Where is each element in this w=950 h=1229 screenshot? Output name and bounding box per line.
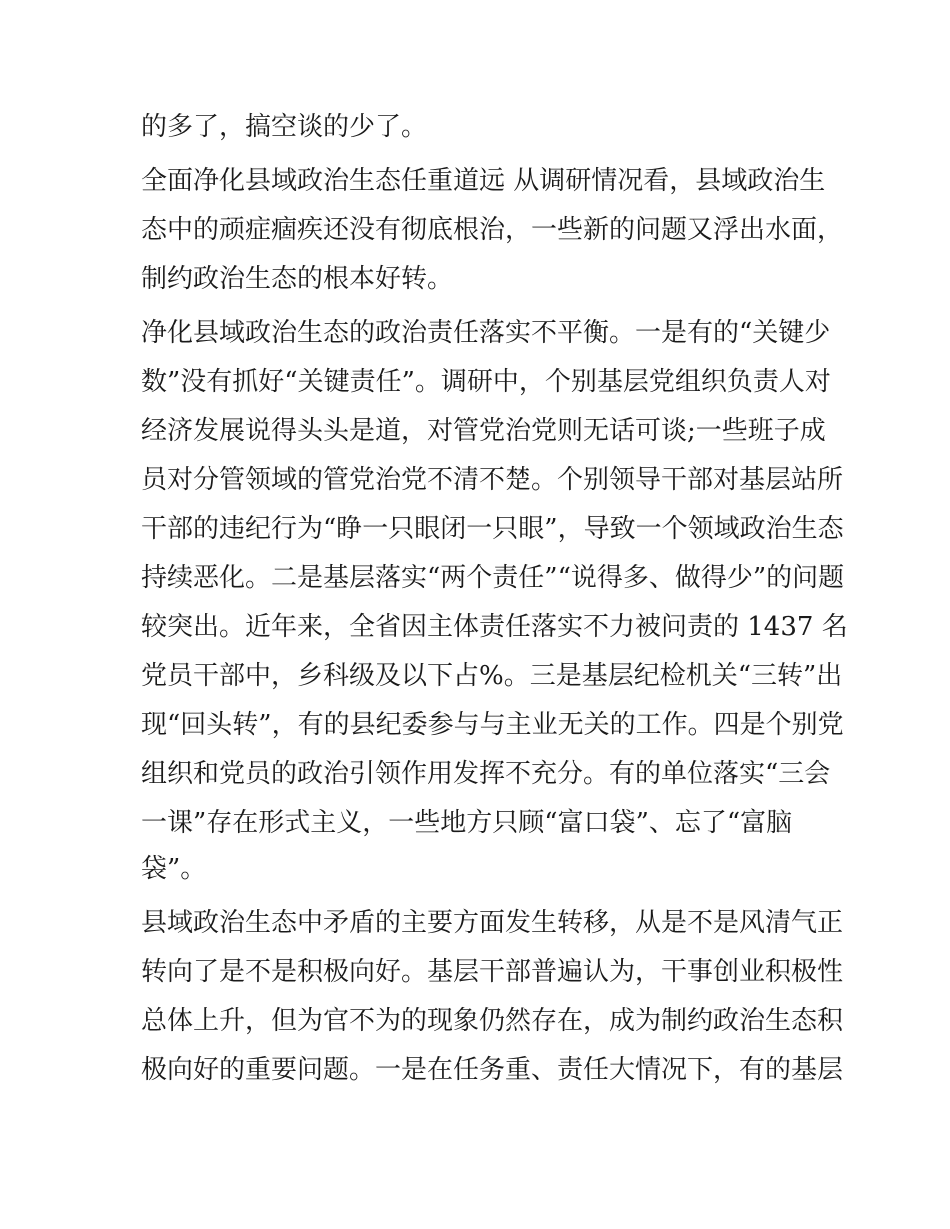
text-line: 的多了，搞空谈的少了。 <box>141 112 428 142</box>
text-line: 转向了是不是积极向好。基层干部普遍认为，干事创业积极性 <box>141 957 844 987</box>
text-line: 县域政治生态中矛盾的主要方面发生转移，从是不是风清气正 <box>141 908 844 938</box>
text-line: 一课”存在形式主义，一些地方只顾“富口袋”、忘了“富脑 <box>141 808 793 838</box>
text-line: 数”没有抓好“关键责任”。调研中，个别基层党组织负责人对 <box>141 367 831 397</box>
text-line: 党员干部中，乡科级及以下占%。三是基层纪检机关“三转”出 <box>141 661 843 691</box>
text-line: 极向好的重要问题。一是在任务重、责任大情况下，有的基层 <box>141 1055 844 1085</box>
text-line: 总体上升，但为官不为的现象仍然存在，成为制约政治生态积 <box>141 1006 844 1036</box>
text-line: 干部的违纪行为“睁一只眼闭一只眼”，导致一个领域政治生态 <box>141 514 844 544</box>
text-line: 现“回头转”，有的县纪委参与与主业无关的工作。四是个别党 <box>141 710 844 740</box>
text-line: 净化县域政治生态的政治责任落实不平衡。一是有的“关键少 <box>141 318 831 348</box>
text-line: 组织和党员的政治引领作用发挥不充分。有的单位落实“三会 <box>141 759 831 789</box>
text-line: 全面净化县域政治生态任重道远 从调研情况看，县域政治生 <box>141 166 826 196</box>
text-line: 态中的顽症痼疾还没有彻底根治，一些新的问题又浮出水面， <box>141 215 844 245</box>
text-line: 持续恶化。二是基层落实“两个责任”“说得多、做得少”的问题 <box>141 563 845 593</box>
text-line: 经济发展说得头头是道，对管党治党则无话可谈;一些班子成 <box>141 416 826 446</box>
text-line: 制约政治生态的根本好转。 <box>141 264 454 294</box>
text-line: 员对分管领域的管党治党不清不楚。个别领导干部对基层站所 <box>141 465 844 495</box>
text-line: 较突出。近年来，全省因主体责任落实不力被问责的 1437 名 <box>141 612 848 642</box>
text-line: 袋”。 <box>141 854 207 884</box>
